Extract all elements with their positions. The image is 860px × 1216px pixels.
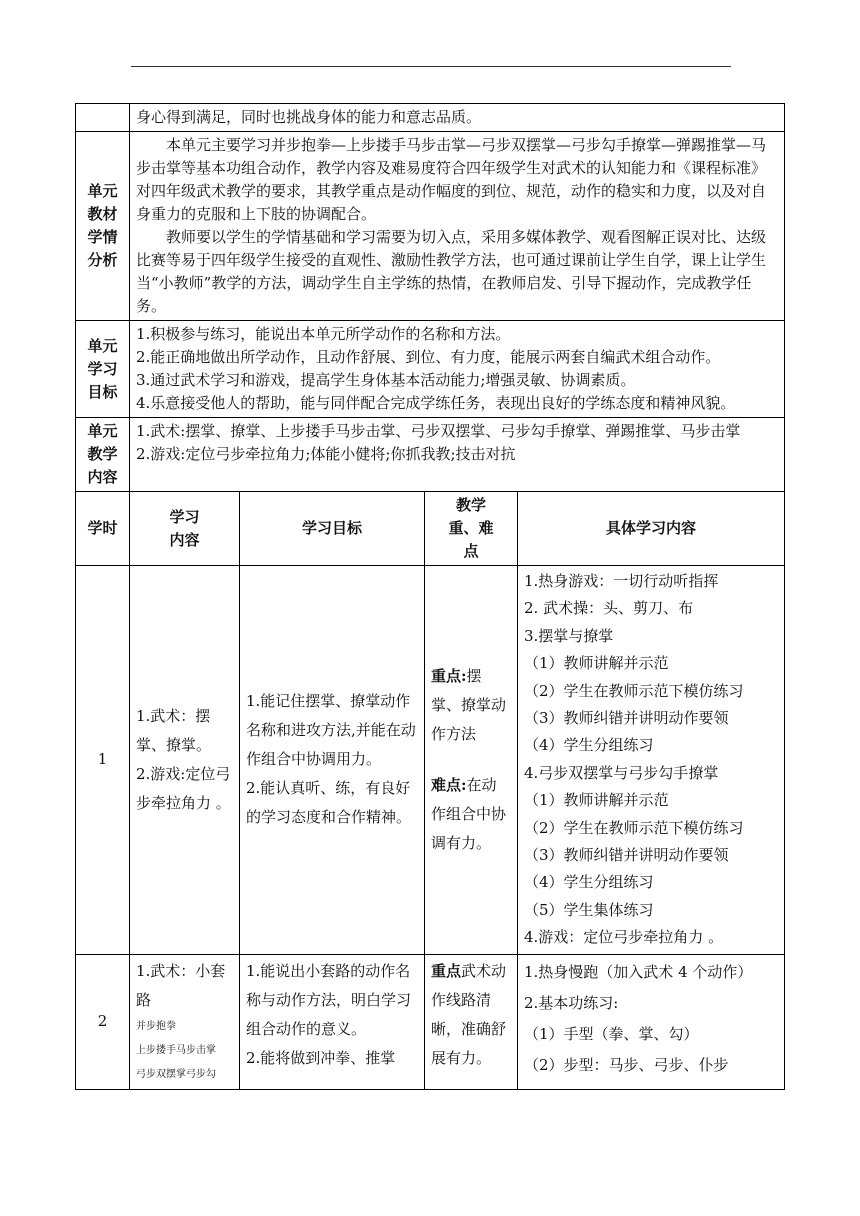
goal-item: 2.能正确地做出所学动作，且动作舒展、到位、有力度，能展示两套自编武术组合动作。	[136, 348, 721, 366]
header-rule	[131, 66, 731, 67]
detail-item: （2）学生在教师示范下模仿练习	[524, 818, 744, 837]
analysis-row	[76, 132, 785, 321]
analysis-label: 单元 教材 学情 分析	[76, 132, 130, 321]
analysis-cell	[130, 132, 785, 321]
content-item: 1.武术:摆掌、撩掌、上步搂手马步击掌、弓步双摆掌、弓步勾手撩掌、弹踢推掌、马步击掌	[136, 422, 741, 440]
analysis-paragraph: 本单元主要学习并步抱拳—上步搂手马步击掌—弓步双摆掌—弓步勾手撩掌—弹踢推掌—马步击掌等基本功组合动作，教学内容及难易度符合四年级学生对武术的认知能力和《课程标准》对四年级武术教学的要求，其教学重点是动作幅度的到位、规范，动作的稳实和力度，以及对自身重力的克服和上下肢的协调配合。	[136, 136, 767, 223]
detail-item: （4）学生分组练习	[524, 736, 654, 755]
col-hours: 学时	[76, 492, 130, 566]
difficult-text: 在动作组合中协调有力。	[431, 775, 507, 852]
continuation-label-cell	[76, 104, 130, 132]
content-row	[76, 418, 785, 492]
key-text: 摆掌、撩掌动作方法	[431, 666, 507, 743]
detail-item: （1）教师讲解并示范	[524, 791, 669, 810]
detail-item: （3）教师纠错并讲明动作要领	[524, 846, 729, 865]
detail-item: （4）学生分组练习	[524, 873, 654, 892]
lesson-content	[130, 954, 240, 1089]
lesson-goal-item: 2.能认真听、练，有良好的学习态度和合作精神。	[246, 779, 412, 827]
content-item: 2.游戏:定位弓步牵拉角力;体能小健将;你抓我教;技击对抗	[136, 445, 516, 463]
detail-item: 2.基本功练习:	[524, 993, 619, 1012]
goals-label: 单元 学习 目标	[76, 321, 130, 418]
detail-item: （1）教师讲解并示范	[524, 654, 669, 673]
lesson-content-sub: 上步搂手马步击掌	[136, 1044, 216, 1056]
lesson-content-sub: 弓步双摆掌弓步勾	[136, 1068, 216, 1080]
detail-item: （1）手型（拳、掌、勾）	[524, 1024, 699, 1043]
lesson-goal-item: 2.能将做到冲拳、推掌	[246, 1048, 396, 1067]
lesson-key-points	[425, 954, 518, 1089]
goal-item: 1.积极参与练习，能说出本单元所学动作的名称和方法。	[136, 325, 511, 343]
goals-row	[76, 321, 785, 418]
lesson-row	[76, 954, 785, 1089]
col-content: 学习 内容	[130, 492, 240, 566]
lesson-details	[518, 954, 785, 1089]
unit-plan-table	[75, 103, 785, 1090]
lesson-content-sub: 并步抱拳	[136, 1020, 176, 1032]
detail-item: 4.弓步双摆掌与弓步勾手撩掌	[524, 763, 719, 782]
goal-item: 4.乐意接受他人的帮助，能与同伴配合完成学练任务，表现出良好的学练态度和精神风貌。	[136, 394, 736, 412]
lesson-content-item: 1.武术：摆掌、撩掌。	[136, 706, 212, 754]
detail-item: （2）学生在教师示范下模仿练习	[524, 681, 744, 700]
col-key: 教学 重、难 点	[425, 492, 518, 566]
col-goals: 学习目标	[240, 492, 425, 566]
lesson-hour: 2	[76, 954, 130, 1089]
detail-item: 3.摆掌与撩掌	[524, 626, 614, 645]
difficult-point	[431, 771, 511, 858]
lesson-content-item: 1.武术：小套路	[136, 961, 226, 1009]
detail-item: （5）学生集体练习	[524, 900, 654, 919]
col-detail: 具体学习内容	[518, 492, 785, 566]
lesson-goal-item: 1.能说出小套路的动作名称与动作方法，明白学习组合动作的意义。	[246, 961, 412, 1038]
content-label: 单元 教学 内容	[76, 418, 130, 492]
key-point	[431, 662, 511, 749]
column-header-row	[76, 492, 785, 566]
detail-item: 1.热身游戏：一切行动听指挥	[524, 572, 719, 590]
key-point	[431, 957, 511, 1073]
continuation-text: 身心得到满足，同时也挑战身体的能力和意志品质。	[130, 104, 785, 132]
lesson-content	[130, 566, 240, 955]
goal-item: 3.通过武术学习和游戏，提高学生身体基本活动能力;增强灵敏、协调素质。	[136, 371, 636, 389]
key-text: 武术动作线路清晰，准确舒展有力。	[431, 961, 507, 1067]
analysis-paragraph: 教师要以学生的学情基础和学习需要为切入点，采用多媒体教学、观看图解正误对比、达级比赛等易于四年级学生接受的直观性、激励性教学方法，也可通过课前让学生自学，课上让学生当“小教师”教学的方法，调动学生自主学练的热情，在教师启发、引导下握动作，完成教学任务。	[136, 228, 767, 315]
detail-item: （3）教师纠错并讲明动作要领	[524, 709, 729, 728]
lesson-details	[518, 566, 785, 955]
lesson-goals	[240, 954, 425, 1089]
lesson-row	[76, 566, 785, 955]
detail-item: （2）步型：马步、弓步、仆步	[524, 1055, 729, 1074]
lesson-goal-item: 1.能记住摆掌、撩掌动作名称和进攻方法,并能在动作组合中协调用力。	[246, 692, 416, 769]
difficult-label: 难点:	[431, 775, 467, 794]
lesson-hour: 1	[76, 566, 130, 955]
detail-item: 1.热身慢跑（加入武术 4 个动作）	[524, 962, 753, 981]
key-label: 重点:	[431, 666, 467, 685]
continuation-row	[76, 104, 785, 132]
lesson-goals	[240, 566, 425, 955]
content-cell	[130, 418, 785, 492]
lesson-content-item: 2.游戏:定位弓步牵拉角力 。	[136, 764, 231, 812]
lesson-key-points	[425, 566, 518, 955]
detail-item: 4.游戏：定位弓步牵拉角力 。	[524, 928, 724, 947]
detail-item: 2. 武术操：头、剪刀、布	[524, 599, 694, 618]
goals-cell	[130, 321, 785, 418]
key-label: 重点	[431, 961, 462, 980]
